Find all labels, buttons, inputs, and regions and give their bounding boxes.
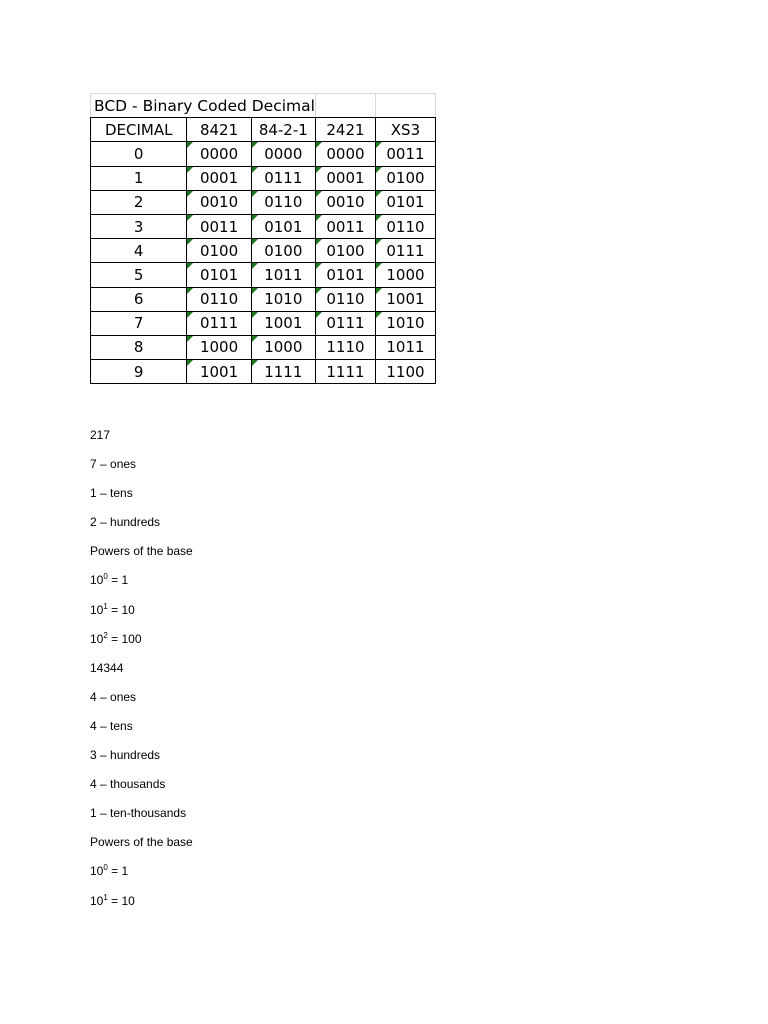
code-cell: 1110 [315,335,375,359]
code-cell: 1010 [375,311,435,335]
decimal-cell: 9 [91,360,187,384]
decimal-cell: 0 [91,142,187,166]
code-cell: 0010 [315,190,375,214]
code-cell: 0110 [375,214,435,238]
code-cell: 1011 [251,263,315,287]
code-cell: 0001 [187,166,251,190]
table-row [91,311,436,335]
power-result: = 100 [107,631,142,646]
code-cell: 0101 [187,263,251,287]
note-line: Powers of the base [90,835,193,850]
power-base: 10 [90,864,104,879]
code-cell: 0100 [375,166,435,190]
code-cell: 0101 [315,263,375,287]
power-result: = 10 [107,893,135,908]
code-cell: 0001 [315,166,375,190]
note-line [90,894,193,923]
note-line: 7 – ones [90,457,137,472]
decimal-cell: 6 [91,287,187,311]
code-cell: 1010 [251,287,315,311]
table-row [91,214,436,238]
note-line [90,573,193,602]
code-cell: 1111 [251,360,315,384]
column-header-8421: 8421 [187,118,251,142]
table-row [91,142,436,166]
column-header-xs3: XS3 [375,118,435,142]
note-line: 1 – ten-thousands [90,806,187,821]
table-title: BCD - Binary Coded Decimal [91,94,316,118]
code-cell: 0110 [315,287,375,311]
note-line: 217 [90,428,111,442]
power-base: 10 [90,631,104,646]
table-header-row [91,118,436,142]
code-cell: 1001 [251,311,315,335]
power-exponent: 1 [103,892,108,902]
table-row [91,287,436,311]
code-cell: 0110 [187,287,251,311]
empty-cell [315,94,375,118]
code-cell: 1111 [315,360,375,384]
note-line [90,864,193,893]
table-row [91,360,436,384]
decimal-cell: 1 [91,166,187,190]
code-cell: 1100 [375,360,435,384]
code-cell: 0101 [375,190,435,214]
column-header-2421: 2421 [315,118,375,142]
table-row [91,263,436,287]
code-cell: 0100 [315,239,375,263]
note-line: 4 – tens [90,718,133,733]
code-cell: 1001 [187,360,251,384]
power-base: 10 [90,573,104,588]
code-cell: 0011 [187,214,251,238]
note-line: Powers of the base [90,544,193,559]
note-line: 3 – hundreds [90,748,161,763]
table-row [91,190,436,214]
code-cell: 0011 [375,142,435,166]
code-cell: 0010 [187,190,251,214]
code-cell: 0110 [251,190,315,214]
code-cell: 0111 [375,239,435,263]
column-header-84-2-1: 84-2-1 [251,118,315,142]
code-cell: 0100 [251,239,315,263]
note-line: 4 – ones [90,689,137,704]
power-base: 10 [90,893,104,908]
table-row [91,335,436,359]
note-line [90,632,193,661]
code-cell: 1001 [375,287,435,311]
power-exponent: 0 [103,863,108,873]
code-cell: 0111 [251,166,315,190]
note-line: 2 – hundreds [90,515,161,530]
code-cell: 1000 [187,335,251,359]
notes-list [90,428,193,923]
decimal-cell: 3 [91,214,187,238]
table-row [91,166,436,190]
empty-cell [375,94,435,118]
decimal-cell: 5 [91,263,187,287]
note-line: 14344 [90,660,124,675]
column-header-decimal: DECIMAL [91,118,187,142]
table-row [91,239,436,263]
code-cell: 0011 [315,214,375,238]
decimal-cell: 4 [91,239,187,263]
code-cell: 0000 [251,142,315,166]
code-cell: 1000 [375,263,435,287]
code-cell: 0101 [251,214,315,238]
note-line [90,603,193,632]
power-exponent: 1 [103,601,108,611]
power-result: = 1 [107,864,129,879]
code-cell: 0111 [187,311,251,335]
code-cell: 0000 [315,142,375,166]
code-cell: 0111 [315,311,375,335]
code-cell: 0100 [187,239,251,263]
code-cell: 1000 [251,335,315,359]
power-exponent: 2 [103,630,108,640]
power-result: = 1 [107,573,129,588]
table-title-row [91,94,436,118]
power-result: = 10 [107,602,135,617]
code-cell: 1011 [375,335,435,359]
bcd-table [90,93,436,384]
note-line: 4 – thousands [90,777,166,792]
code-cell: 0000 [187,142,251,166]
note-line: 1 – tens [90,486,133,501]
power-exponent: 0 [103,572,108,582]
decimal-cell: 7 [91,311,187,335]
power-base: 10 [90,602,104,617]
decimal-cell: 2 [91,190,187,214]
decimal-cell: 8 [91,335,187,359]
